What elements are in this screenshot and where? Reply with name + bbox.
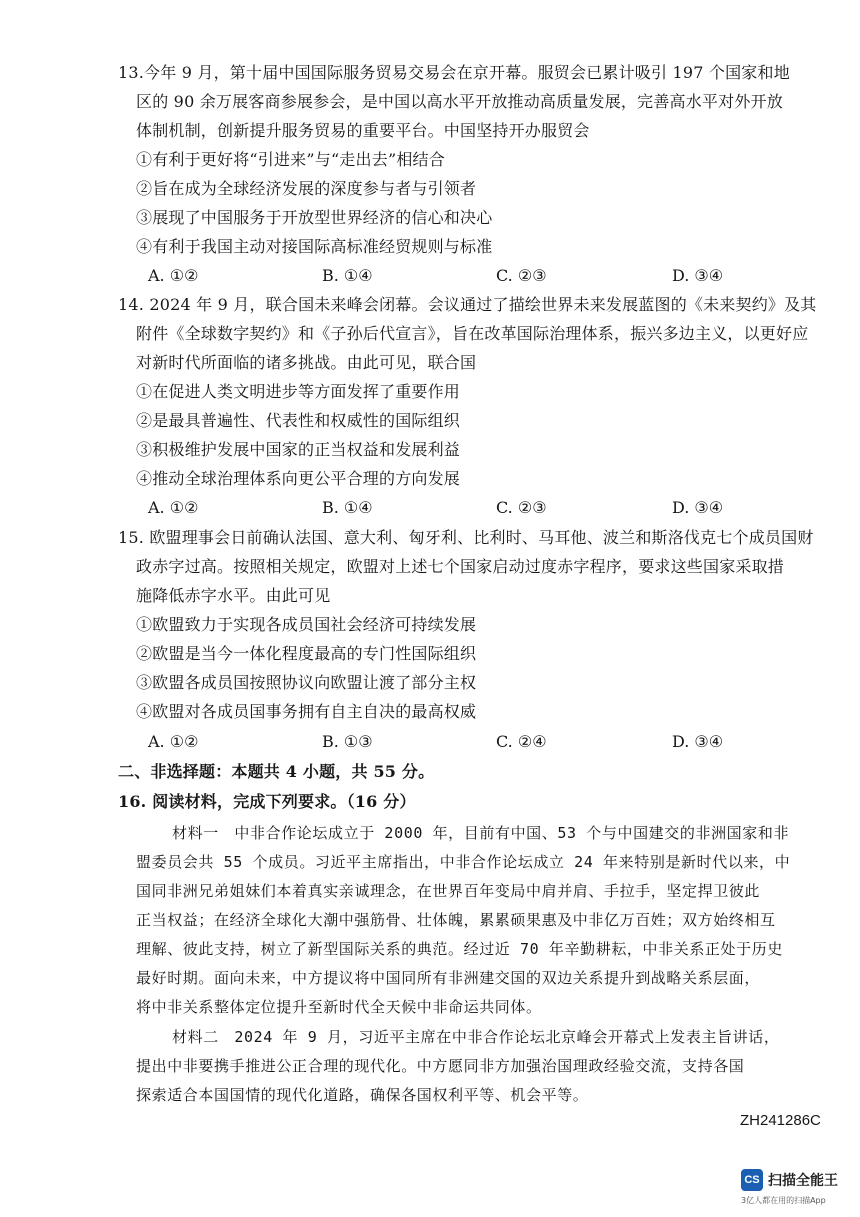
q15-stem-line-2: 政赤字过高。按照相关规定，欧盟对上述七个国家启动过度赤字程序，要求这些国家采取措	[136, 557, 785, 576]
q15-choice-c: C. ②④	[496, 732, 547, 751]
material2-line-3: 探索适合本国国情的现代化道路，确保各国权利平等、机会平等。	[136, 1086, 589, 1104]
q14-option-3: ③积极维护发展中国家的正当权益和发展利益	[136, 440, 461, 459]
q15-choice-a: A. ①②	[148, 732, 199, 751]
q14-option-4: ④推动全球治理体系向更公平合理的方向发展	[136, 469, 461, 488]
q13-choice-b: B. ①④	[322, 266, 373, 285]
q13-option-1: ①有利于更好将“引进来”与“走出去”相结合	[136, 150, 445, 169]
q14-stem-line-3: 对新时代所面临的诸多挑战。由此可见，联合国	[136, 353, 477, 372]
q13-stem-line-1: 13.今年 9 月，第十届中国国际服务贸易交易会在京开幕。服贸会已累计吸引 197 个国家和地	[118, 63, 790, 82]
q15-stem-line-1: 15. 欧盟理事会日前确认法国、意大利、匈牙利、比利时、马耳他、波兰和斯洛伐克七个成员国财	[118, 528, 814, 547]
q16-heading: 16. 阅读材料，完成下列要求。（16 分）	[118, 792, 416, 811]
material1-line-4: 正当权益；在经济全球化大潮中强筋骨、壮体魄，累累硕果惠及中非亿万百姓；双方始终相互	[136, 911, 776, 929]
q15-option-3: ③欧盟各成员国按照协议向欧盟让渡了部分主权	[136, 673, 477, 692]
material1-line-6: 最好时期。面向未来，中方提议将中国同所有非洲建交国的双边关系提升到战略关系层面，	[136, 969, 761, 987]
camscanner-logo-icon: CS	[741, 1169, 763, 1191]
camscanner-name: 扫描全能王	[768, 1173, 838, 1189]
q14-stem-line-1: 14. 2024 年 9 月，联合国未来峰会闭幕。会议通过了描绘世界未来发展蓝图的《未来契约》及其	[118, 295, 817, 314]
q15-option-4: ④欧盟对各成员国事务拥有自主自决的最高权威	[136, 702, 477, 721]
q13-stem-line-3: 体制机制，创新提升服务贸易的重要平台。中国坚持开办服贸会	[136, 121, 590, 140]
q13-choice-c: C. ②③	[496, 266, 547, 285]
camscanner-subtitle: 3亿人都在用的扫描App	[741, 1196, 826, 1205]
q14-option-2: ②是最具普遍性、代表性和权威性的国际组织	[136, 411, 461, 430]
q14-choice-a: A. ①②	[148, 498, 199, 517]
material1-line-3: 国同非洲兄弟姐妹们本着真实亲诚理念，在世界百年变局中肩并肩、手拉手，坚定捍卫彼此	[136, 882, 761, 900]
material1-line-5: 理解、彼此支持，树立了新型国际关系的典范。经过近 70 年辛勤耕耘，中非关系正处于历史	[136, 940, 783, 958]
material2-line-1: 材料二 2024 年 9 月，习近平主席在中非合作论坛北京峰会开幕式上发表主旨讲话，	[172, 1028, 780, 1046]
material2-line-2: 提出中非要携手推进公正合理的现代化。中方愿同非方加强治国理政经验交流，支持各国	[136, 1057, 745, 1075]
q14-choice-c: C. ②③	[496, 498, 547, 517]
q13-option-3: ③展现了中国服务于开放型世界经济的信心和决心	[136, 208, 493, 227]
q14-option-1: ①在促进人类文明进步等方面发挥了重要作用	[136, 382, 461, 401]
q15-choice-b: B. ①③	[322, 732, 373, 751]
material1-line-1: 材料一 中非合作论坛成立于 2000 年，目前有中国、53 个与中国建交的非洲国家和非	[172, 824, 790, 842]
paper-code: ZH241286C	[740, 1112, 821, 1129]
q15-stem-line-3: 施降低赤字水平。由此可见	[136, 586, 331, 605]
q14-stem-line-2: 附件《全球数字契约》和《子孙后代宣言》，旨在改革国际治理体系，振兴多边主义，以更好应	[136, 324, 809, 343]
q13-choice-d: D. ③④	[672, 266, 724, 285]
q15-option-2: ②欧盟是当今一体化程度最高的专门性国际组织	[136, 644, 477, 663]
q13-option-4: ④有利于我国主动对接国际高标准经贸规则与标准	[136, 237, 493, 256]
material1-line-7: 将中非关系整体定位提升至新时代全天候中非命运共同体。	[136, 998, 542, 1016]
q14-choice-b: B. ①④	[322, 498, 373, 517]
q15-option-1: ①欧盟致力于实现各成员国社会经济可持续发展	[136, 615, 477, 634]
scanner-watermark	[741, 1165, 847, 1205]
q13-stem-line-2: 区的 90 余万展客商参展参会，是中国以高水平开放推动高质量发展，完善高水平对外开放	[136, 92, 783, 111]
q14-choice-d: D. ③④	[672, 498, 724, 517]
q15-choice-d: D. ③④	[672, 732, 724, 751]
q13-option-2: ②旨在成为全球经济发展的深度参与者与引领者	[136, 179, 477, 198]
q13-choice-a: A. ①②	[148, 266, 199, 285]
section-heading: 二、非选择题：本题共 4 小题，共 55 分。	[118, 762, 435, 781]
material1-line-2: 盟委员会共 55 个成员。习近平主席指出，中非合作论坛成立 24 年来特别是新时代以来，中	[136, 853, 791, 871]
